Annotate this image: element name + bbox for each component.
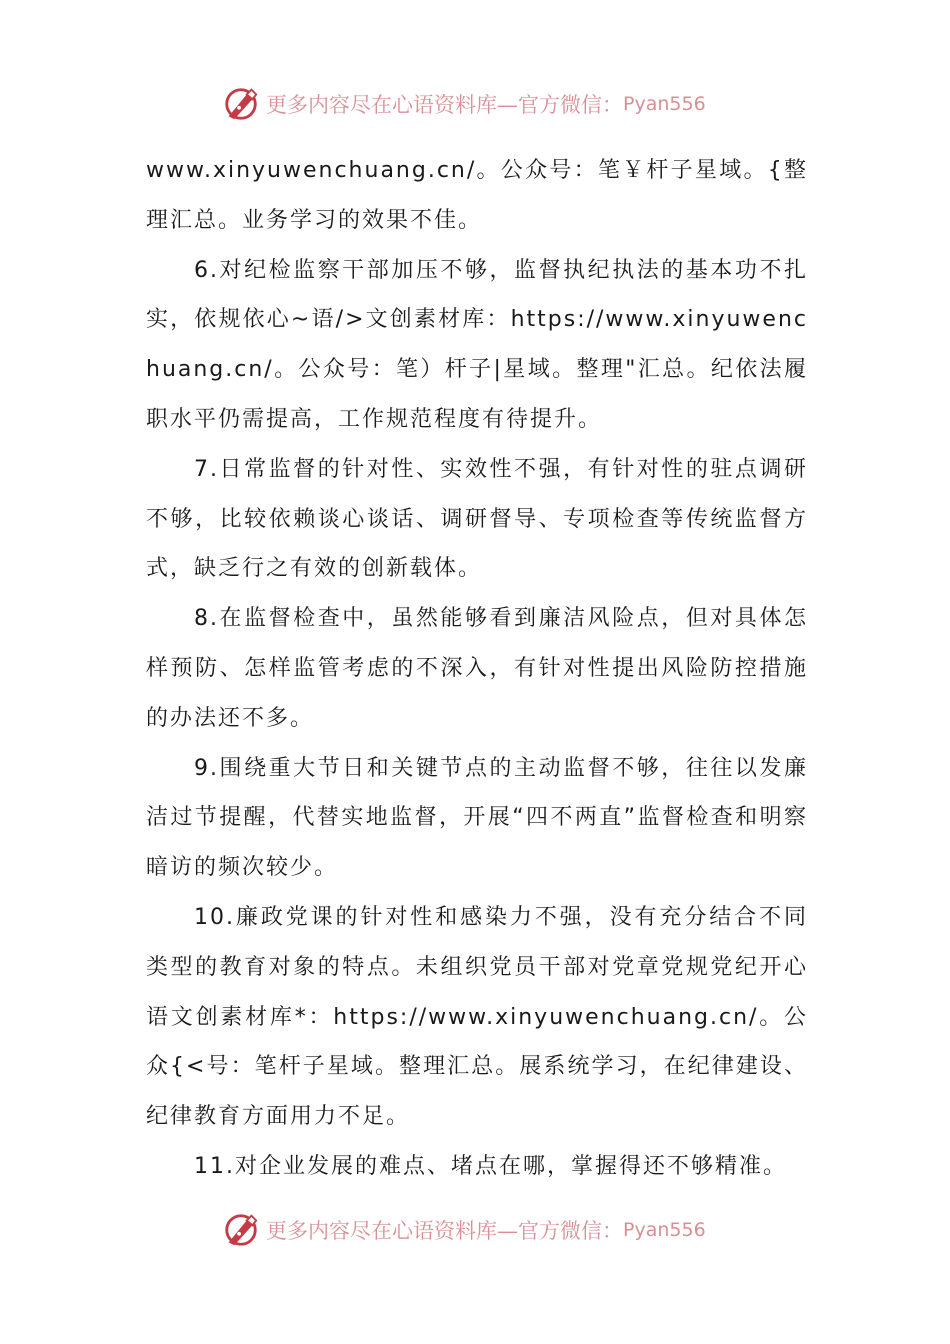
paragraph-item-8: 8.在监督检查中，虽然能够看到廉洁风险点，但对具体怎样预防、怎样监管考虑的不深入，有针对性提出风险防控措施的办法还不多。 [146, 606, 808, 731]
paragraph-continuation: www.xinyuwenchuang.cn/。公众号：笔￥杆子星域。{整理汇总。业务学习的效果不佳。 [146, 158, 808, 233]
header-wechat-id: Pyan556 [623, 93, 706, 115]
pen-nib-logo-icon [222, 85, 260, 123]
header-watermark-banner [222, 82, 732, 126]
paragraph-item-6: 6.对纪检监察干部加压不够，监督执纪执法的基本功不扎实，依规依心~语/>文创素材库：https://www.xinyuwenchuang.cn/。公众号：笔）杆子|星域。整理"汇总。纪依法履职水平仍需提高，工作规范程度有待提升。 [146, 257, 808, 432]
paragraph-item-9: 9.围绕重大节日和关键节点的主动监督不够，往往以发廉洁过节提醒，代替实地监督，开展“四不两直”监督检查和明察暗访的频次较少。 [146, 755, 808, 881]
paragraph-item-10: 10.廉政党课的针对性和感染力不强，没有充分结合不同类型的教育对象的特点。未组织党员干部对党章党规党纪开心语文创素材库*：https://www.xinyuwenchuang.cn/。公众{<号：笔杆子星域。整理汇总。展系统学习，在纪律建设、纪律教育方面用力不足。 [146, 904, 808, 1130]
document-body [146, 146, 808, 1192]
pen-nib-logo-icon [222, 1211, 260, 1249]
footer-banner-text: 更多内容尽在心语资料库—官方微信： [266, 1219, 623, 1243]
paragraph-item-7: 7.日常监督的针对性、实效性不强，有针对性的驻点调研不够，比较依赖谈心谈话、调研督导、专项检查等传统监督方式，缺乏行之有效的创新载体。 [146, 456, 808, 582]
footer-watermark-banner [222, 1208, 732, 1252]
paragraph-item-11: 11.对企业发展的难点、堵点在哪，掌握得还不够精准。 [194, 1153, 787, 1179]
header-banner-text: 更多内容尽在心语资料库—官方微信： [266, 93, 623, 117]
footer-wechat-id: Pyan556 [623, 1219, 706, 1241]
